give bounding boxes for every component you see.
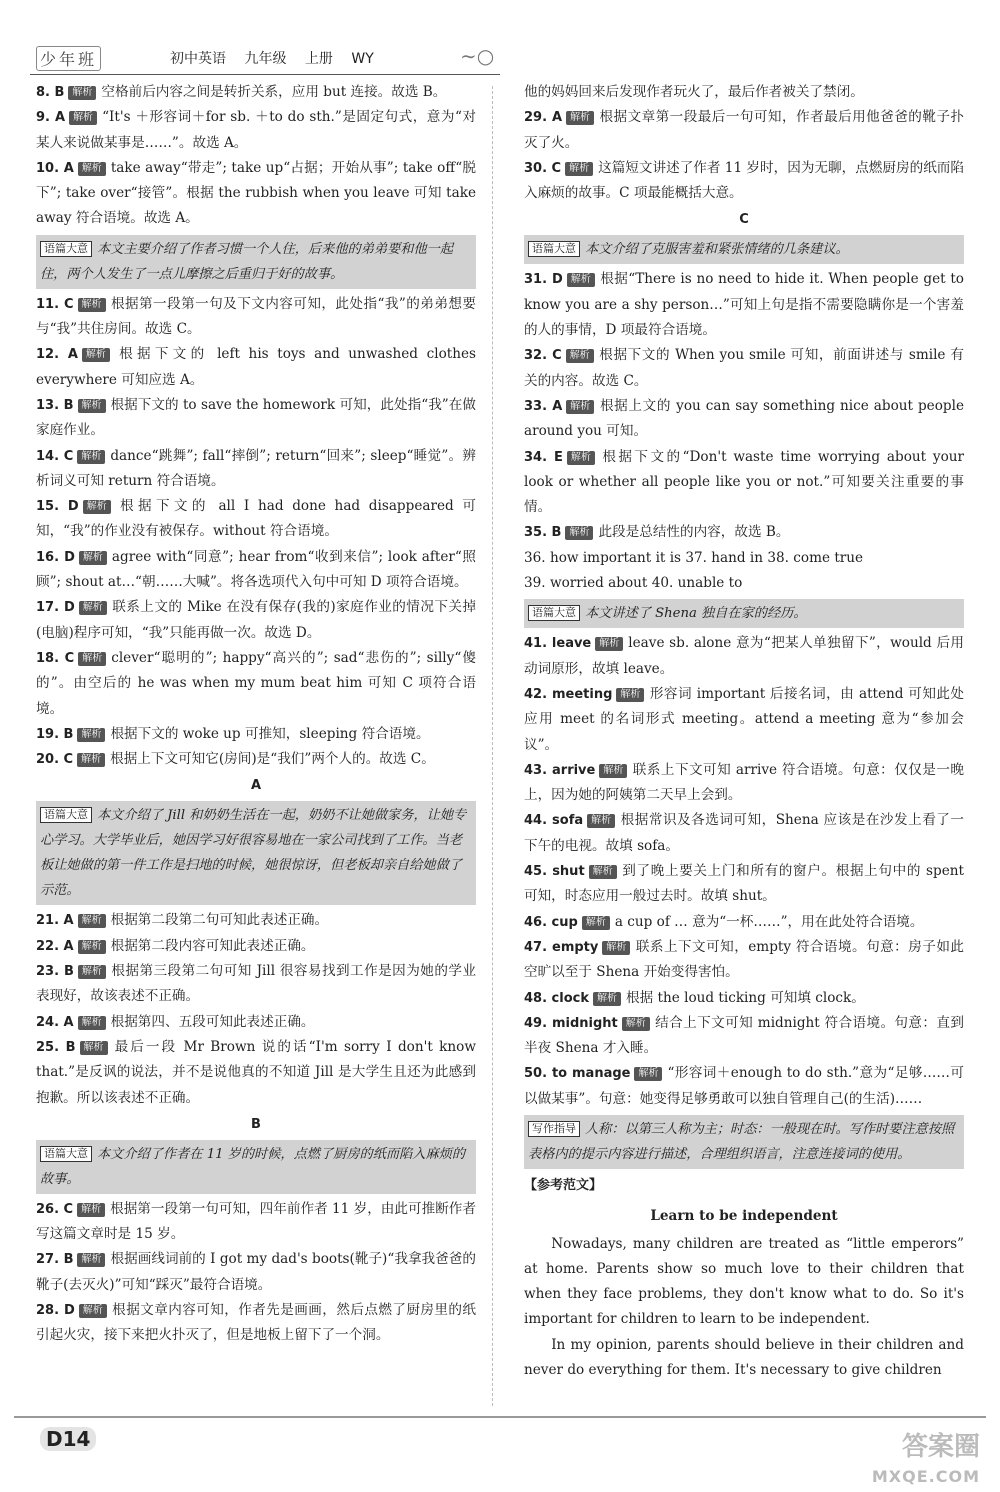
answer-explanation: 根据“There is no need to hide it. When people get to know you are a shy person…”可知上句是指不需要隐瞒你是一个害羞的人的事情，D 项最符合语境。 — [524, 271, 964, 339]
answer-item — [524, 986, 964, 1011]
answer-number: 31. D — [524, 272, 563, 288]
analysis-tag: 解析 — [78, 940, 106, 954]
section-heading-b: B — [251, 1116, 261, 1132]
answer-item — [36, 156, 476, 232]
analysis-tag: 解析 — [78, 914, 106, 928]
answer-item — [36, 393, 476, 444]
answer-item — [36, 292, 476, 343]
answer-number: 33. A — [524, 398, 563, 414]
answer-number: 17. D — [36, 600, 75, 616]
writing-guide — [524, 1115, 964, 1169]
analysis-tag: 解析 — [566, 111, 594, 125]
continued-text: 他的妈妈回来后发现作者玩火了，最后作者被关了禁闭。 — [524, 84, 864, 100]
answer-number: 47. empty — [524, 939, 599, 955]
analysis-tag: 解析 — [68, 86, 96, 100]
left-column — [36, 80, 476, 1349]
analysis-tag: 解析 — [616, 688, 644, 702]
answer-item — [36, 1010, 476, 1035]
header-subject: 初中英语 — [170, 51, 226, 67]
analysis-tag: 解析 — [589, 865, 617, 879]
header-edition: WY — [351, 51, 374, 67]
analysis-tag: 解析 — [80, 1041, 108, 1055]
answer-item — [524, 267, 964, 343]
answer-number: 27. B — [36, 1252, 74, 1268]
answer-explanation: 根据下文的 When you smile 可知，前面讲述与 smile 有关的内容。故选 C。 — [524, 347, 964, 389]
answer-number: 44. sofa — [524, 813, 584, 829]
essay-paragraph-1: Nowadays, many children are treated as “little emperors” at home. Parents show so much love to their children that when they face problems, they don't know what to do. So it's important for children to learn to be independent. — [524, 1235, 964, 1328]
answer-item — [524, 859, 964, 910]
summary-text: 本文讲述了 Shena 独自在家的经历。 — [585, 606, 807, 622]
answer-explanation: 根据下文的“Don't waste time worrying about your look or whether all people like you or not.”可知要关注重要的事情。 — [524, 448, 965, 516]
section-heading-c: C — [739, 212, 749, 228]
answer-item — [36, 1197, 476, 1248]
summary-label: 语篇大意 — [528, 605, 580, 621]
answer-number: 13. B — [36, 397, 74, 413]
answer-number: 32. C — [524, 348, 562, 364]
answer-explanation: 根据第一段第一句及下文内容可知，此处指“我”的弟弟想要与“我”共住房间。故选 C。 — [36, 295, 476, 338]
answer-number: 46. cup — [524, 914, 578, 930]
answer-number: 43. arrive — [524, 762, 596, 778]
analysis-tag: 解析 — [79, 601, 107, 615]
passage-summary-2 — [36, 801, 476, 905]
answer-number: 34. E — [524, 449, 563, 465]
answer-explanation: 结合上下文可知 midnight 符合语境。句意：直到半夜 Shena 才入睡。 — [524, 1014, 964, 1057]
answer-item — [36, 595, 476, 646]
answer-item — [524, 445, 964, 521]
answer-number: 45. shut — [524, 864, 585, 880]
analysis-tag: 解析 — [79, 1304, 107, 1318]
answer-group-5 — [524, 105, 964, 206]
analysis-tag: 解析 — [622, 1017, 650, 1031]
brand-logo — [36, 46, 176, 72]
summary-text: 本文介绍了 Jill 和奶奶生活在一起，奶奶不让她做家务，让她专心学习。大学毕业后，她因学习好很容易地在一家公司找到了工作。当老板让她做的第一件工作是扫地的时候，她很惊讶，但老板却亲自给她做了示范。 — [40, 808, 467, 899]
analysis-tag: 解析 — [82, 348, 110, 362]
answer-item — [36, 1298, 476, 1349]
analysis-tag: 解析 — [587, 814, 615, 828]
analysis-tag: 解析 — [69, 111, 97, 125]
answer-number: 50. to manage — [524, 1066, 631, 1082]
answer-item — [36, 1247, 476, 1298]
analysis-tag: 解析 — [567, 451, 595, 465]
analysis-tag: 解析 — [78, 652, 106, 666]
summary-label: 语篇大意 — [40, 807, 92, 823]
answer-item — [36, 934, 476, 959]
answer-explanation: 根据 the loud ticking 可知填 clock。 — [626, 989, 865, 1006]
answer-number: 23. B — [36, 964, 74, 980]
answer-explanation: a cup of … 意为“一杯……”，用在此处符合语境。 — [614, 913, 924, 930]
answer-explanation: 根据文章内容可知，作者先是画画，然后点燃了厨房里的纸引起火灾，接下来把火扑灭了，但是地板上留下了一个洞。 — [36, 1301, 476, 1344]
answer-explanation: agree with“同意”; hear from“收到来信”; look after“照顾”; shout at…“朝……大喊”。将各选项代入句中可知 D 项符合语境。 — [36, 548, 476, 591]
analysis-tag: 解析 — [77, 1203, 105, 1217]
answer-item — [524, 394, 964, 445]
answer-explanation: 联系上下文可知，empty 符合语境。句意：房子如此空旷以至于 Shena 开始变得害怕。 — [524, 938, 964, 981]
answer-number: 24. A — [36, 1014, 74, 1030]
summary-text: 本文介绍了克服害羞和紧张情绪的几条建议。 — [585, 242, 849, 258]
watermark-title: 答案圈 — [901, 1432, 980, 1462]
answer-number: 19. B — [36, 726, 74, 742]
analysis-tag: 解析 — [77, 753, 105, 767]
watermark-url: MXQE.COM — [871, 1467, 980, 1486]
answer-item — [524, 808, 964, 859]
answer-explanation: 根据文章第一段最后一句可知，作者最后用他爸爸的靴子扑灭了火。 — [524, 109, 964, 151]
summary-text: 本文介绍了作者在 11 岁的时候，点燃了厨房的纸而陷入麻烦的故事。 — [40, 1146, 466, 1187]
summary-label: 语篇大意 — [40, 241, 92, 257]
answer-number: 10. A — [36, 160, 74, 176]
answer-explanation: 根据画线词前的 I got my dad's boots(靴子)“我拿我爸爸的靴子(去灭火)”可知“踩灭”最符合语境。 — [36, 1251, 476, 1293]
answer-number: 35. B — [524, 525, 562, 541]
passage-summary-3 — [36, 1140, 476, 1194]
analysis-tag: 解析 — [79, 551, 107, 565]
analysis-tag: 解析 — [582, 916, 610, 930]
answer-group-6 — [524, 267, 964, 545]
answer-number: 16. D — [36, 549, 75, 565]
writing-guide-label: 写作指导 — [528, 1121, 580, 1137]
brand-text: 少年班 — [36, 46, 101, 71]
answer-explanation: 根据下文的 all I had done had disappeared 可知，“我”的作业没有被保存。without 符合语境。 — [36, 498, 476, 540]
analysis-tag: 解析 — [566, 400, 594, 414]
answer-number: 14. C — [36, 448, 74, 464]
answer-number: 48. clock — [524, 990, 589, 1006]
answer-number: 11. C — [36, 296, 74, 312]
answer-explanation: 这篇短文讲述了作者 11 岁时，因为无聊，点燃厨房的纸而陷入麻烦的故事。C 项最能概括大意。 — [524, 159, 964, 202]
answer-item — [36, 80, 476, 105]
answer-item — [524, 156, 964, 207]
answer-item — [36, 105, 476, 156]
answer-item — [524, 1011, 964, 1062]
passage-summary-5 — [524, 599, 964, 628]
answer-number: 41. leave — [524, 636, 592, 652]
fill-answers-line-2: 39. worried about 40. unable to — [524, 575, 743, 592]
answer-item — [524, 520, 964, 545]
answer-group-2 — [36, 292, 476, 773]
answer-explanation: 形容词 important 后接名词，由 attend 可知此处应用 meet 的名词形式 meeting。attend a meeting 意为“参加会议”。 — [524, 685, 964, 753]
answer-item — [36, 1035, 476, 1111]
answer-item — [36, 646, 476, 722]
analysis-tag: 解析 — [599, 764, 627, 778]
decorative-doodle-icon: ∼○ — [460, 44, 495, 68]
passage-summary-1 — [36, 235, 476, 289]
answer-item — [36, 747, 476, 772]
answer-item — [524, 343, 964, 394]
answer-number: 22. A — [36, 938, 74, 954]
analysis-tag: 解析 — [83, 500, 111, 514]
answer-item — [36, 444, 476, 495]
answer-explanation: 根据下文的 to save the homework 可知，此处指“我”在做家庭作业。 — [36, 396, 476, 439]
analysis-tag: 解析 — [78, 1016, 106, 1030]
answer-number: 25. B — [36, 1039, 76, 1055]
answer-item — [524, 631, 964, 682]
column-divider — [492, 86, 493, 1406]
analysis-tag: 解析 — [602, 941, 630, 955]
analysis-tag: 解析 — [78, 965, 106, 979]
answer-item — [36, 722, 476, 747]
answer-number: 49. midnight — [524, 1015, 618, 1031]
answer-number: 20. C — [36, 752, 74, 768]
answer-explanation: dance“跳舞”; fall“摔倒”; return“回来”; sleep“睡觉”。辨析词义可知 return 符合语境。 — [36, 447, 476, 489]
answer-explanation: 根据上文的 you can say something nice about people around you 可知。 — [524, 397, 964, 440]
analysis-tag: 解析 — [77, 1253, 105, 1267]
answer-explanation: 根据第三段第二句可知 Jill 很容易找到工作是因为她的学业表现好，故该表述不正确。 — [36, 963, 476, 1005]
answer-number: 26. C — [36, 1201, 74, 1217]
summary-label: 语篇大意 — [40, 1146, 92, 1162]
answer-group-4 — [36, 1197, 476, 1349]
answer-number: 21. A — [36, 913, 74, 929]
header-grade: 九年级 — [244, 51, 287, 67]
analysis-tag: 解析 — [78, 162, 106, 176]
answer-explanation: 到了晚上要关上门和所有的窗户。根据上句中的 spent 可知，时态应用一般过去时。故填 shut。 — [524, 863, 964, 905]
answer-explanation: 根据第二段内容可知此表述正确。 — [110, 937, 315, 954]
right-column — [524, 80, 964, 1383]
answer-explanation: leave sb. alone 意为“把某人单独留下”，would 后用动词原形，故填 leave。 — [524, 635, 964, 677]
answer-item — [36, 959, 476, 1010]
answer-item — [36, 908, 476, 933]
answer-explanation: 最后一段 Mr Brown 说的话“I'm sorry I don't know that.”是反讽的说法，并不是说他真的不知道 Jill 是大学生且还为此感到抱歉。所以该表述不正确。 — [36, 1038, 476, 1106]
answer-explanation: 根据下文的 woke up 可推知，sleeping 符合语境。 — [110, 725, 430, 742]
reference-essay-label: 【参考范文】 — [524, 1177, 603, 1193]
answer-explanation: 根据常识及各选词可知，Shena 应该是在沙发上看了一下午的电视。故填 sofa。 — [524, 812, 964, 854]
answer-explanation: 空格前后内容之间是转折关系，应用 but 连接。故选 B。 — [101, 84, 447, 100]
answer-item — [36, 342, 476, 393]
header-rule — [30, 74, 500, 75]
answer-item — [524, 935, 964, 986]
answer-item — [36, 545, 476, 596]
answer-explanation: 联系上下文可知 arrive 符合语境。句意：仅仅是一晚上，因为她的阿姨第二天早上会到。 — [524, 761, 964, 804]
answer-explanation: “It's ＋形容词＋for sb. ＋to do sth.”是固定句式，意为“对某人来说做某事是……”。故选 A。 — [36, 109, 476, 151]
answer-explanation: clever“聪明的”; happy“高兴的”; sad“悲伤的”; silly“傻的”。由空后的 he was when my mum beat him 可知 C 项符合语境。 — [36, 649, 476, 717]
answer-explanation: 根据第四、五段可知此表述正确。 — [110, 1013, 315, 1030]
answer-item — [524, 105, 964, 156]
answer-number: 42. meeting — [524, 686, 613, 702]
answer-item — [36, 494, 476, 545]
summary-text: 本文主要介绍了作者习惯一个人住，后来他的弟弟要和他一起住，两个人发生了一点儿摩擦之后重归于好的故事。 — [40, 241, 454, 282]
page-header — [30, 40, 970, 78]
answer-explanation: “形容词＋enough to do sth.”意为“足够……可以做某事”。句意：她变得足够勇敢可以独自管理自己(的生活)…… — [524, 1065, 964, 1107]
analysis-tag: 解析 — [78, 298, 106, 312]
answer-group-3 — [36, 908, 476, 1110]
header-info — [170, 48, 388, 68]
analysis-tag: 解析 — [593, 992, 621, 1006]
answer-number: 12. A — [36, 347, 78, 363]
analysis-tag: 解析 — [78, 399, 106, 413]
analysis-tag: 解析 — [634, 1067, 662, 1081]
footer-rule — [14, 1416, 986, 1418]
answer-item — [524, 910, 964, 935]
writing-guide-text: 人称：以第三人称为主；时态：一般现在时。写作时要注意按照表格内的提示内容进行描述，合理组织语言，注意连接词的使用。 — [528, 1121, 955, 1162]
analysis-tag: 解析 — [567, 273, 595, 287]
passage-summary-4 — [524, 235, 964, 264]
header-volume: 上册 — [304, 51, 333, 67]
analysis-tag: 解析 — [565, 162, 593, 176]
page-number: D14 — [40, 1427, 96, 1451]
analysis-tag: 解析 — [566, 349, 594, 363]
answer-number: 28. D — [36, 1302, 75, 1318]
answer-explanation: 根据下文的 left his toys and unwashed clothes everywhere 可知应选 A。 — [36, 346, 476, 388]
essay-title: Learn to be independent — [650, 1208, 838, 1225]
analysis-tag: 解析 — [595, 637, 623, 651]
answer-number: 18. C — [36, 650, 75, 666]
essay-paragraph-2: In my opinion, parents should believe in their children and never do everything for them. It's necessary to give children — [524, 1336, 964, 1379]
summary-label: 语篇大意 — [528, 241, 580, 257]
analysis-tag: 解析 — [77, 450, 105, 464]
analysis-tag: 解析 — [565, 526, 593, 540]
answer-group-7 — [524, 631, 964, 1112]
answer-item — [524, 758, 964, 809]
answer-number: 8. B — [36, 85, 65, 100]
answer-explanation: 联系上文的 Mike 在没有保存(我的)家庭作业的情况下关掉(电脑)程序可知，“我”只能再做一次。故选 D。 — [36, 599, 477, 641]
fill-answers-line-1: 36. how important it is 37. hand in 38. come true — [524, 549, 864, 566]
answer-number: 15. D — [36, 499, 79, 515]
site-watermark — [872, 1432, 980, 1492]
answer-explanation: take away“带走”; take up“占据；开始从事”; take off“脱下”; take over“接管”。根据 the rubbish when you leave 可知 take away 符合语境。故选 A。 — [36, 159, 476, 227]
answer-item — [524, 1061, 964, 1112]
answer-explanation: 根据第二段第二句可知此表述正确。 — [110, 912, 329, 929]
answer-number: 30. C — [524, 160, 562, 176]
answer-explanation: 根据上下文可知它(房间)是“我们”两个人的。故选 C。 — [110, 751, 435, 768]
answer-explanation: 根据第一段第一句可知，四年前作者 11 岁，由此可推断作者写这篇文章时是 15 岁。 — [36, 1200, 476, 1243]
answer-item — [524, 682, 964, 758]
section-heading-a: A — [250, 778, 262, 794]
answer-number: 29. A — [524, 110, 563, 126]
answer-explanation: 此段是总结性的内容，故选 B。 — [598, 524, 790, 541]
answer-number: 9. A — [36, 110, 66, 126]
answer-group-1 — [36, 80, 476, 232]
analysis-tag: 解析 — [77, 728, 105, 742]
